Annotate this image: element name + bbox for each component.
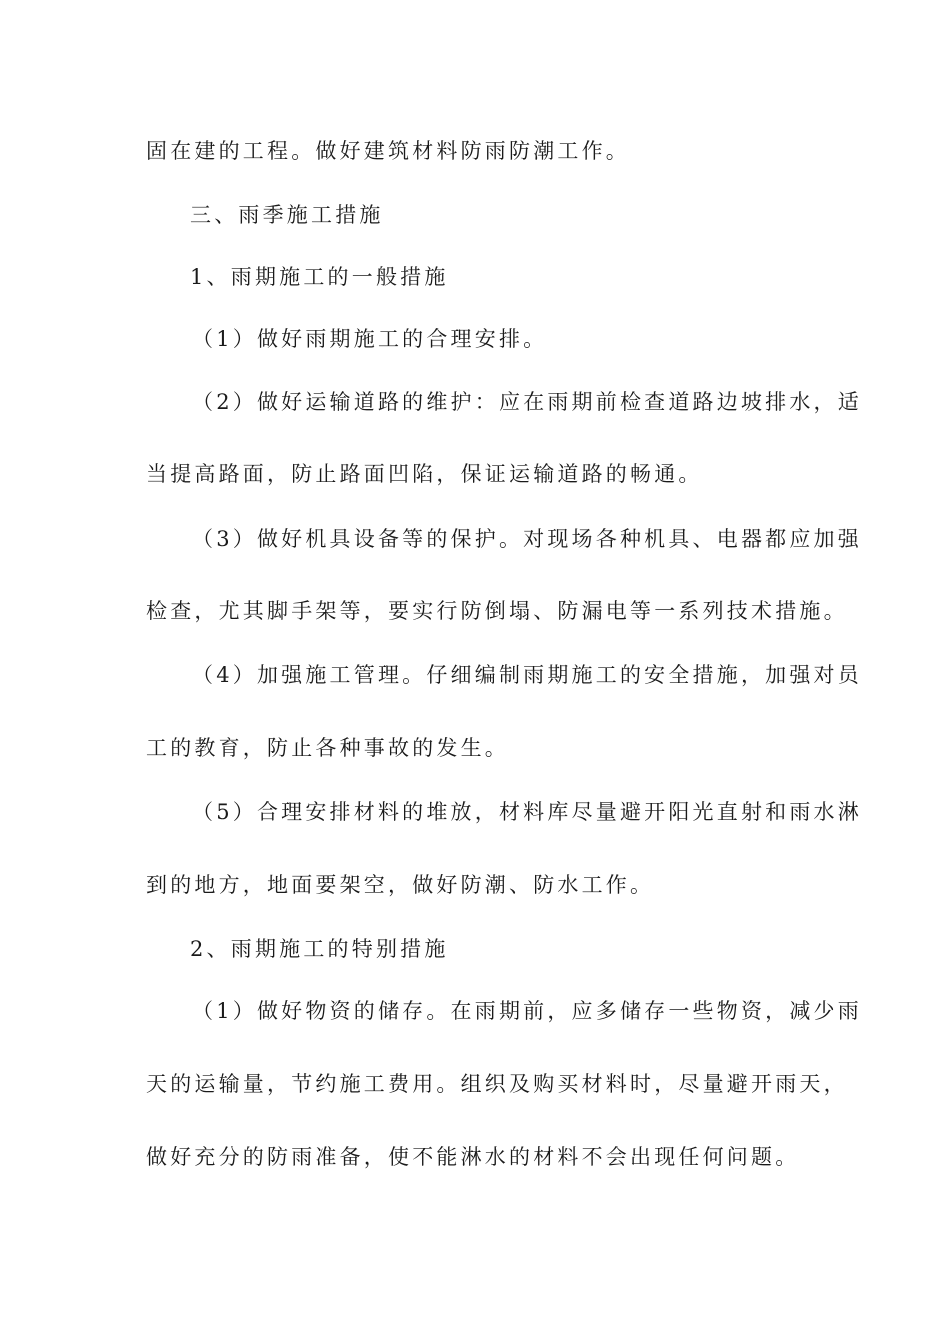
list-item: （1）做好物资的储存。在雨期前，应多储存一些物资，减少雨 [192,999,862,1023]
list-item: （1）做好雨期施工的合理安排。 [192,327,548,351]
list-item-continuation: 天的运输量，节约施工费用。组织及购买材料时，尽量避开雨天， [146,1072,848,1096]
list-item-continuation: 到的地方，地面要架空，做好防潮、防水工作。 [146,873,655,897]
list-item-continuation: 工的教育，防止各种事故的发生。 [146,736,509,760]
list-item-continuation: 当提高路面，防止路面凹陷，保证运输道路的畅通。 [146,462,703,486]
list-item-continuation: 做好充分的防雨准备，使不能淋水的材料不会出现任何问题。 [146,1145,800,1169]
list-item: （3）做好机具设备等的保护。对现场各种机具、电器都应加强 [192,527,862,551]
list-item-continuation: 检查，尤其脚手架等，要实行防倒塌、防漏电等一系列技术措施。 [146,599,848,623]
paragraph-continuation: 固在建的工程。做好建筑材料防雨防潮工作。 [146,139,630,163]
list-item: （2）做好运输道路的维护：应在雨期前检查道路边坡排水，适 [192,390,862,414]
subsection-heading: 2、雨期施工的特别措施 [190,937,449,961]
subsection-heading: 1、雨期施工的一般措施 [190,265,449,289]
section-heading: 三、雨季施工措施 [190,203,384,227]
list-item: （4）加强施工管理。仔细编制雨期施工的安全措施，加强对员 [192,663,862,687]
list-item: （5）合理安排材料的堆放，材料库尽量避开阳光直射和雨水淋 [192,800,862,824]
